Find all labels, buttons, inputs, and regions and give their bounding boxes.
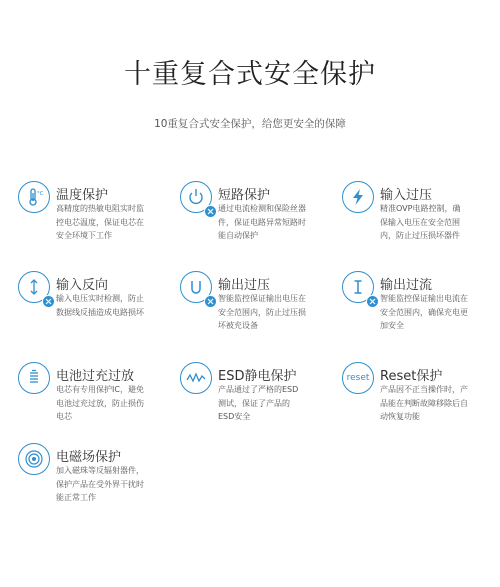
feature-input-overvoltage [342, 181, 492, 261]
feature-title: 电磁场保护 [56, 450, 122, 465]
feature-title: 输入反向 [56, 278, 109, 293]
feature-electromagnetic-protection [18, 443, 168, 523]
feature-title: 电池过充过放 [56, 369, 135, 384]
lightning-icon [342, 181, 374, 213]
page-subtitle: 10重复合式安全保护，给您更安全的保障 [154, 118, 346, 130]
wave-icon [180, 362, 212, 394]
feature-desc: 通过电流检测和保险丝器 件，保证电路异常短路时 能自动保护 [218, 204, 306, 240]
feature-short-circuit [180, 181, 330, 261]
feature-battery-protection [18, 362, 168, 442]
svg-text:°C: °C [37, 191, 44, 197]
feature-title: 温度保护 [56, 188, 109, 203]
feature-title: 短路保护 [218, 188, 271, 203]
battery-icon [18, 362, 50, 394]
thermometer-icon [18, 181, 50, 213]
close-badge-icon [366, 295, 379, 308]
feature-output-overvoltage [180, 271, 330, 351]
reset-icon: reset [342, 362, 374, 394]
feature-desc: 产品因不正当操作时，产 品能在判断故障移除后自 动恢复功能 [380, 385, 468, 421]
feature-temperature [18, 181, 168, 261]
close-badge-icon [204, 205, 217, 218]
feature-desc: 高精度的热敏电阻实时监 控电芯温度，保证电芯在 安全环境下工作 [56, 204, 144, 240]
feature-desc: 智能监控保证输出电压在 安全范围内，防止过压损 坏被充设备 [218, 294, 306, 330]
feature-input-reverse [18, 271, 168, 351]
close-badge-icon [42, 295, 55, 308]
feature-desc: 加入磁珠等反辐射器件， 保护产品在受外界干扰时 能正常工作 [56, 466, 144, 502]
feature-title: 输出过压 [218, 278, 271, 293]
feature-output-overcurrent [342, 271, 492, 351]
feature-reset-protection [342, 362, 492, 442]
close-badge-icon [204, 295, 217, 308]
feature-desc: 输入电压实时检测，防止 数据线反插造成电路损坏 [56, 294, 144, 317]
feature-title: 输入过压 [380, 188, 433, 203]
page-title: 十重复合式安全保护 [124, 59, 376, 90]
feature-desc: 精准OVP电路控制，确 保输入电压在安全范围 内，防止过压损坏器件 [380, 204, 461, 240]
feature-desc: 产品通过了严格的ESD 测试，保证了产品的 ESD安全 [218, 385, 299, 421]
feature-title: ESD静电保护 [218, 369, 297, 384]
feature-desc: 电芯有专用保护IC，避免 电池过充过放，防止损伤 电芯 [56, 385, 144, 421]
feature-title: Reset保护 [380, 369, 443, 384]
feature-title: 输出过流 [380, 278, 433, 293]
feature-desc: 智能监控保证输出电流在 安全范围内，确保充电更 加安全 [380, 294, 468, 330]
electromagnetic-icon [18, 443, 50, 475]
feature-esd-protection [180, 362, 330, 442]
